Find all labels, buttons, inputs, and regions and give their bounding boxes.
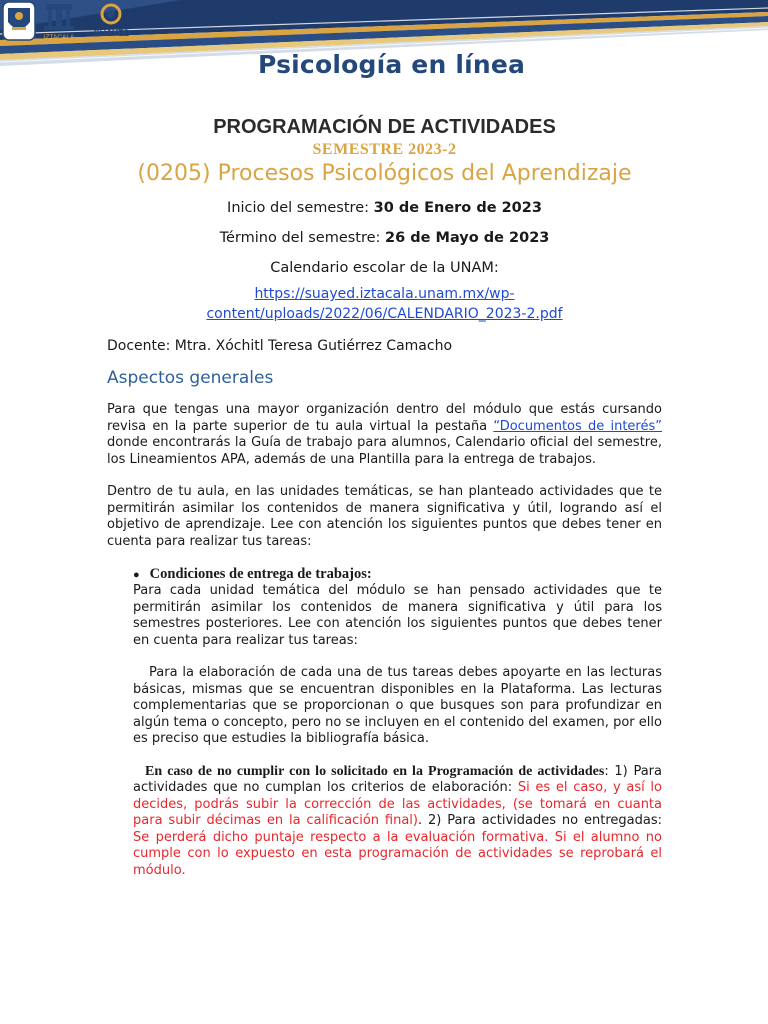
semester-end — [107, 230, 662, 246]
conditions-section — [133, 566, 662, 879]
bullet-icon: ● — [133, 569, 140, 581]
document-body — [107, 112, 662, 879]
semester-start-label: Inicio del semestre: — [227, 200, 369, 216]
conditions-paragraph-3 — [133, 764, 662, 880]
documents-of-interest-link[interactable]: “Documentos de interés” — [493, 418, 662, 434]
conditions-heading-text: Condiciones de entrega de trabajos: — [149, 566, 372, 582]
general-p1-text-a: Para que tengas una mayor organización dentro del módulo que estás cursando revisa en la parte superior de tu aula virtual la pestaña — [107, 402, 662, 434]
noncompliance-red-2: Se perderá dicho puntaje respecto a la evaluación formativa. Si el alumno no cumple con lo expuesto en esta programación de actividades se reprobará el módulo. — [133, 829, 662, 878]
conditions-heading — [133, 566, 662, 583]
noncompliance-text-b: . 2) Para actividades no entregadas: — [417, 813, 662, 828]
conditions-paragraph-2: Para la elaboración de cada una de tus tareas debes apoyarte en las lecturas básicas, mismas que se encuentran disponibles en la Plataforma. Las lecturas complementarias que se proporcionan o que busques son para profundizar en algún tema o concepto, pero no se incluyen en el contenido del examen, por ello es preciso que estudies la bibliografía básica. — [133, 665, 662, 746]
conditions-paragraph-1: Para cada unidad temática del módulo se han pensado actividades que te permitirán asimilar los contenidos de manera significativa y útil para los semestres posteriores. Lee con atención los siguientes puntos que debes tener en cuenta para realizar tus tareas: — [133, 583, 662, 648]
general-paragraph-1 — [107, 402, 662, 468]
svg-text:SUAYED: SUAYED — [93, 28, 131, 38]
iztacala-logo-icon — [44, 4, 75, 41]
svg-text:IZTACALA: IZTACALA — [43, 34, 75, 41]
semester-end-value: 26 de Mayo de 2023 — [385, 230, 550, 246]
section-heading: Aspectos generales — [107, 368, 274, 388]
teacher-name: Docente: Mtra. Xóchitl Teresa Gutiérrez Camacho — [107, 338, 453, 354]
semester-end-label: Término del semestre: — [219, 230, 381, 246]
document-title: PROGRAMACIÓN DE ACTIVIDADES — [213, 116, 556, 138]
general-paragraph-2: Dentro de tu aula, en las unidades temáticas, se han planteado actividades que te permitirán asimilar los contenidos de manera significativa y útil, logrando así el objetivo de aprendizaje. Lee con atención los siguientes puntos que debes tener en cuenta para realizar tus tareas: — [107, 484, 662, 549]
noncompliance-red-1: Si es el caso, y así lo decides, podrás subir la corrección de las actividades, (se tomará en cuanta para subir décimas en la calificación final) — [133, 780, 663, 828]
semester-start-value: 30 de Enero de 2023 — [373, 200, 542, 216]
calendar-link[interactable] — [107, 284, 662, 324]
noncompliance-text-a: : 1) Para actividades que no cumplan los criterios de elaboración: — [133, 763, 662, 795]
calendar-link-line2[interactable]: content/uploads/2022/06/CALENDARIO_2023-2.pdf — [206, 306, 563, 322]
institution-logos — [0, 0, 140, 42]
suayed-logo-icon — [94, 5, 131, 38]
general-p1-text-b: donde encontrarás la Guía de trabajo para alumnos, Calendario oficial del semestre, los Lineamientos APA, además de una Plantilla para la entrega de trabajos. — [107, 435, 662, 467]
unam-logo-icon — [3, 2, 35, 40]
semester-start — [107, 200, 662, 216]
semester-label: SEMESTRE 2023-2 — [312, 141, 457, 158]
brand-title: Psicología en línea — [258, 50, 526, 79]
header-banner — [0, 0, 768, 100]
calendar-link-line1[interactable]: https://suayed.iztacala.unam.mx/wp- — [254, 286, 515, 302]
calendar-label: Calendario escolar de la UNAM: — [270, 260, 499, 276]
course-title: (0205) Procesos Psicológicos del Aprendizaje — [137, 161, 632, 186]
noncompliance-heading: En caso de no cumplir con lo solicitado en la Programación de actividades — [145, 763, 605, 779]
